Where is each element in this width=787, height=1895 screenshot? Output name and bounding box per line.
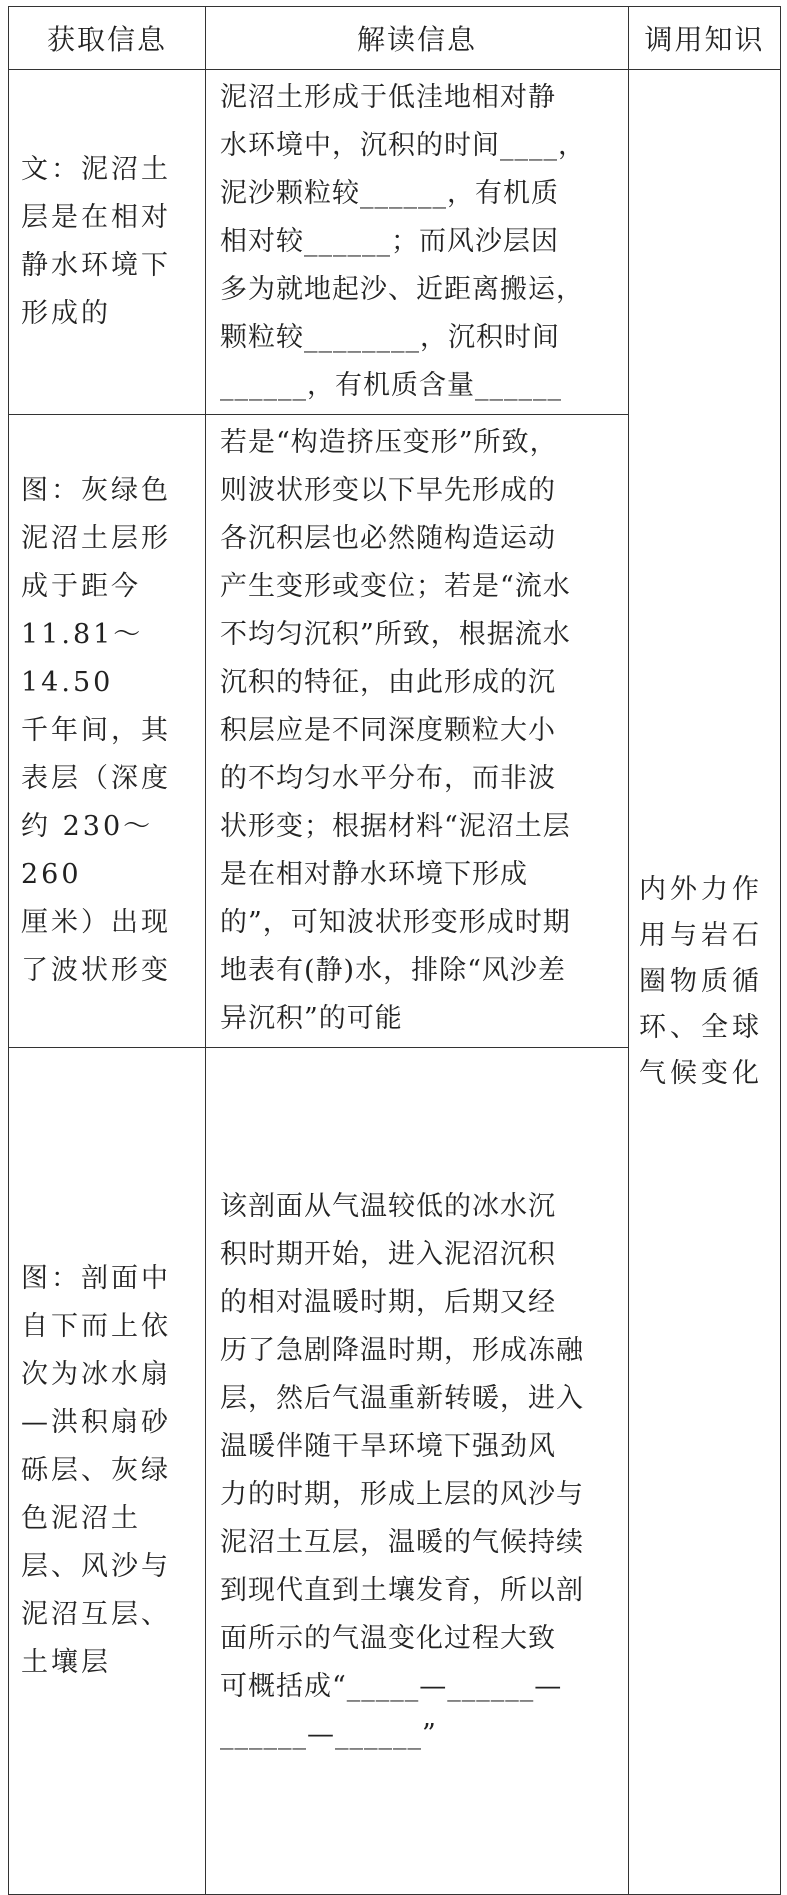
interpret-text: 泥沼土形成于低洼地相对静 水环境中，沉积的时间____， 泥沙颗粒较______，有机质 相对较______；而风沙层因 多为就地起沙、近距离搬运， 颗粒较________，沉积时间 ______，有机质含量______ bbox=[220, 82, 586, 401]
interpret-text: 若是“构造挤压变形”所致， 则波状形变以下早先形成的 各沉积层也必然随构造运动 产生变形或变位；若是“流水 不均匀沉积”所致，根据流水 沉积的特征，由此形成的沉 积层应是不同深度颗粒大小 的不均匀水平分布，而非波 状形变；根据材料“泥沼土层 是在相对静水环境下形成 的”，可知波状形变形成时期 地表有(静)水，排除“风沙差 异沉积”的可能 bbox=[220, 427, 571, 1034]
interpret-cell bbox=[206, 70, 629, 415]
analysis-table bbox=[8, 6, 781, 1895]
header-row bbox=[9, 7, 781, 70]
header-interpret-info: 解读信息 bbox=[206, 7, 629, 70]
obtain-text: 图：剖面中 自下而上依 次为冰水扇 —洪积扇砂 砾层、灰绿 色泥沼土 层、风沙与 泥沼互层、 土壤层 bbox=[21, 1263, 171, 1678]
obtain-text: 文：泥沼土 层是在相对 静水环境下 形成的 bbox=[21, 154, 171, 329]
interpret-cell bbox=[206, 1048, 629, 1895]
table-row bbox=[9, 70, 781, 415]
obtain-cell bbox=[9, 415, 206, 1048]
header-apply-knowledge: 调用知识 bbox=[629, 7, 781, 70]
interpret-cell bbox=[206, 415, 629, 1048]
obtain-cell bbox=[9, 1048, 206, 1895]
obtain-cell bbox=[9, 70, 206, 415]
interpret-text: 该剖面从气温较低的冰水沉 积时期开始，进入泥沼沉积 的相对温暖时期，后期又经 历了急剧降温时期，形成冻融 层，然后气温重新转暖，进入 温暖伴随干旱环境下强劲风 力的时期，形成上层的风沙与 泥沼土互层，温暖的气候持续 到现代直到土壤发育，所以剖 面所示的气温变化过程大致 可概括成“_____—______— ______—______” bbox=[220, 1191, 584, 1750]
header-obtain-info: 获取信息 bbox=[9, 7, 206, 70]
knowledge-text: 内外力作 用与岩石 圈物质循 环、全球 气候变化 bbox=[639, 874, 763, 1089]
knowledge-cell bbox=[629, 70, 781, 1895]
obtain-text: 图：灰绿色 泥沼土层形 成于距今 11.81～14.50 千年间，其 表层（深度 约 230～260 厘米）出现 了波状形变 bbox=[21, 475, 171, 986]
